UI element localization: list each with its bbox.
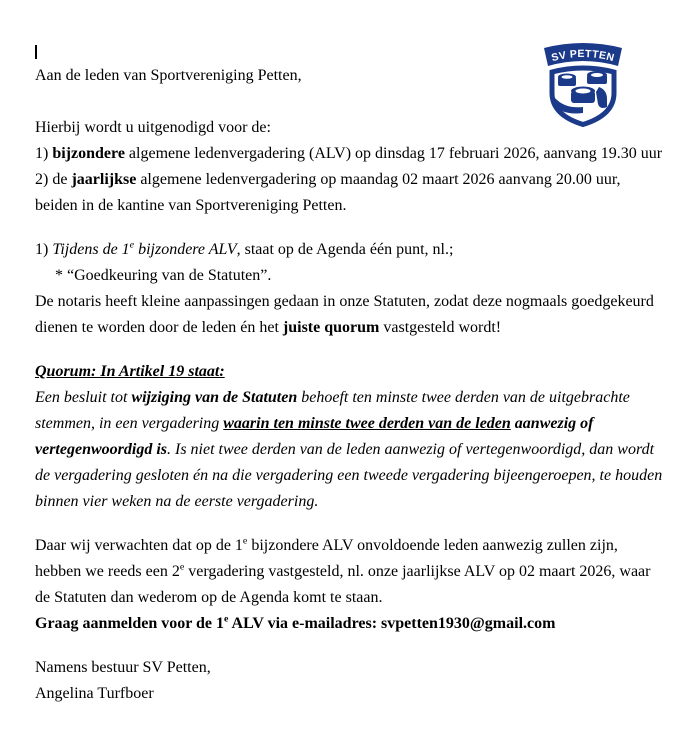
text-run: Hierbij wordt u uitgenodigd voor de:: [35, 119, 271, 136]
text-run: 2) de: [35, 171, 72, 188]
text-run: waarin ten minste twee derden van de leden: [223, 415, 511, 432]
text-line: [35, 533, 647, 559]
text-run: bijzondere ALV onvoldoende leden aanwezig zullen zijn,: [247, 537, 618, 554]
club-logo: [537, 35, 629, 127]
text-line: [35, 193, 647, 219]
text-line: [35, 489, 647, 515]
text-run: ALV via e-mailadres: svpetten1930@gmail.com: [228, 615, 556, 632]
text-line: [35, 263, 647, 289]
text-run: . Is niet twee derden van de leden aanwezig of vertegenwoordigd, dan wordt: [167, 441, 655, 458]
text-line: [35, 167, 647, 193]
text-run: 1): [35, 145, 53, 162]
text-line: [35, 289, 654, 315]
blank-line: [35, 219, 647, 237]
text-line: [35, 437, 655, 463]
text-run: , staat op de Agenda één punt, nl.;: [236, 241, 454, 258]
text-run: de Statuten dan wederom op de Agenda komt te staan.: [35, 589, 383, 606]
text-run: Namens bestuur SV Petten,: [35, 659, 211, 676]
text-run: juiste quorum: [282, 319, 380, 336]
text-line: [35, 237, 647, 263]
text-run: stemmen, in een vergadering: [35, 415, 224, 432]
text-run: Daar wij verwachten dat op de 1: [35, 537, 243, 554]
text-run: bijzondere ALV: [134, 241, 237, 258]
text-run: e: [242, 535, 248, 547]
text-run: dienen te worden door de leden én het: [35, 319, 283, 336]
text-cursor: [35, 45, 37, 59]
text-run: binnen vier weken na de eerste vergadering.: [35, 493, 319, 510]
text-run: behoeft ten minste twee derden van de uitgebrachte: [297, 389, 630, 406]
text-run: hebben we reeds een 2: [35, 563, 180, 580]
document-body: [35, 40, 663, 707]
text-run: algemene ledenvergadering (ALV) op dinsdag 17 februari 2026, aanvang 19.30 uur: [124, 145, 663, 162]
text-run: jaarlijkse: [71, 171, 137, 188]
text-line: [35, 359, 647, 385]
text-run: de vergadering gesloten én na die vergadering een tweede vergadering bijeengeroepen, te houden: [35, 467, 663, 484]
text-run: e: [179, 561, 185, 573]
text-run: Quorum: In Artikel 19 staat:: [35, 363, 225, 380]
text-run: Graag aanmelden voor de 1: [35, 615, 225, 632]
text-run: Tijdens de 1: [52, 241, 130, 258]
text-run: vastgesteld wordt!: [379, 319, 502, 336]
text-line: [35, 315, 647, 341]
logo-banner-text: SV PETTEN: [550, 47, 616, 65]
text-run: * “Goedkeuring van de Statuten”.: [55, 267, 272, 284]
text-line: [35, 611, 647, 637]
text-line: [35, 655, 647, 681]
text-line: [35, 585, 647, 611]
text-run: vertegenwoordigd is: [35, 441, 167, 458]
text-run: Een besluit tot: [35, 389, 132, 406]
text-line: [35, 463, 663, 489]
text-run: 1): [35, 241, 53, 258]
text-run: aanwezig of: [514, 415, 594, 432]
blank-line: [35, 637, 647, 655]
text-line: [35, 385, 647, 411]
text-line: [35, 141, 663, 167]
text-line: [35, 559, 651, 585]
text-run: algemene ledenvergadering op maandag 02 maart 2026 aanvang 20.00 uur,: [136, 171, 621, 188]
text-run: De notaris heeft kleine aanpassingen gedaan in onze Statuten, zodat deze nogmaals goedgekeurd: [35, 293, 654, 310]
text-run: beiden in de kantine van Sportvereniging Petten.: [35, 197, 347, 214]
blank-line: [35, 341, 647, 359]
text-run: vergadering vastgesteld, nl. onze jaarlijkse ALV op 02 maart 2026, waar: [184, 563, 651, 580]
text-run: Aan de leden van Sportvereniging Petten,: [35, 67, 302, 84]
text-run: Angelina Turfboer: [35, 685, 154, 702]
text-run: wijziging van de Statuten: [131, 389, 298, 406]
text-run: e: [129, 239, 135, 251]
blank-line: [35, 515, 647, 533]
text-line: [35, 681, 647, 707]
text-line: [35, 411, 647, 437]
text-run: e: [224, 613, 229, 625]
text-run: bijzondere: [52, 145, 125, 162]
